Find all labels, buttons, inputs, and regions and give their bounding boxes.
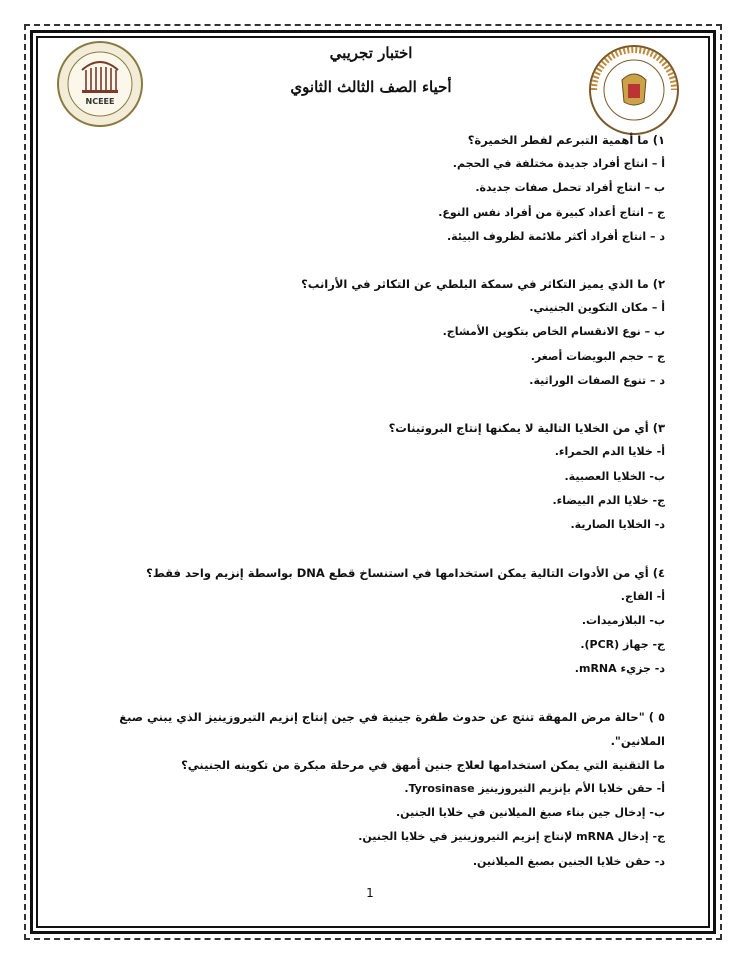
option-5c: ج- إدخال mRNA لإنتاج إنزيم التيروزينيز في خلايا الجنين.: [358, 830, 665, 844]
option-2c: ج – حجم البويضات أصغر.: [530, 349, 665, 363]
option-1a: أ – انتاج أفراد جديدة مختلفة في الحجم.: [452, 157, 665, 170]
option-2d: د – تنوع الصفات الوراثية.: [529, 374, 665, 388]
question-5: ٥ ) "حالة مرض المهقة تنتج عن حدوث طفرة جينية في جين إنتاج إنزيم التيروزينيز الذي يبني صبغ الملانين".: [119, 709, 665, 748]
nceee-logo: [56, 40, 144, 128]
nceee-label: NCEEE: [85, 97, 115, 106]
question-1: ١) ما أهمية التبرعم لفطر الخميرة؟: [467, 133, 665, 147]
option-2a: أ – مكان التكوين الجنيني.: [529, 301, 665, 315]
questions-section: [80, 128, 665, 874]
page-number: 1: [366, 886, 374, 900]
option-1c: ج – انتاج أعداد كبيرة من أفراد نفس النوع.: [438, 205, 665, 219]
option-5a: أ- حقن خلايا الأم بإنزيم التيروزينيز Tyrosinase.: [404, 781, 665, 795]
question-4: ٤) أي من الأدوات التالية يمكن استخدامها في استنساخ قطع DNA بواسطة إنزيم واحد فقط؟: [146, 565, 665, 580]
option-5d: د- حقن خلايا الجنين بصبغ الميلانين.: [472, 854, 665, 868]
option-3b: ب- الخلايا العصبية.: [564, 469, 665, 483]
option-4c: ج- جهاز (PCR).: [580, 638, 665, 652]
question-3: ٣) أي من الخلايا التالية لا يمكنها إنتاج البروتينات؟: [388, 421, 665, 436]
question-2: ٢) ما الذي يميز التكاثر في سمكة البلطي عن التكاثر في الأرانب؟: [301, 277, 665, 292]
ministry-logo: [588, 44, 680, 136]
option-4a: أ- الفاج.: [620, 589, 665, 603]
option-3a: أ- خلايا الدم الحمراء.: [554, 445, 665, 459]
option-3d: د- الخلايا الصارية.: [570, 518, 665, 532]
option-4d: د- جزيء mRNA.: [574, 662, 665, 676]
option-1b: ب – انتاج أفراد تحمل صفات جديدة.: [475, 181, 665, 195]
exam-subtitle: أحياء الصف الثالث الثانوي: [290, 78, 452, 96]
option-1d: د – انتاج أفراد أكثر ملائمة لظروف البيئة.: [447, 229, 665, 243]
option-3c: ج- خلايا الدم البيضاء.: [552, 493, 665, 507]
option-2b: ب – نوع الانقسام الخاص بتكوين الأمشاج.: [442, 325, 665, 339]
option-5b: ب- إدخال جين بناء صبغ الميلانين في خلايا الجنين.: [396, 806, 665, 820]
exam-title: اختبار تجريبي: [329, 44, 413, 62]
question-5-prompt: ما التقنية التي يمكن استخدامها لعلاج جنين أمهق في مرحلة مبكرة من تكوينه الجنيني؟: [181, 757, 665, 772]
option-4b: ب- البلازميدات.: [581, 613, 665, 627]
